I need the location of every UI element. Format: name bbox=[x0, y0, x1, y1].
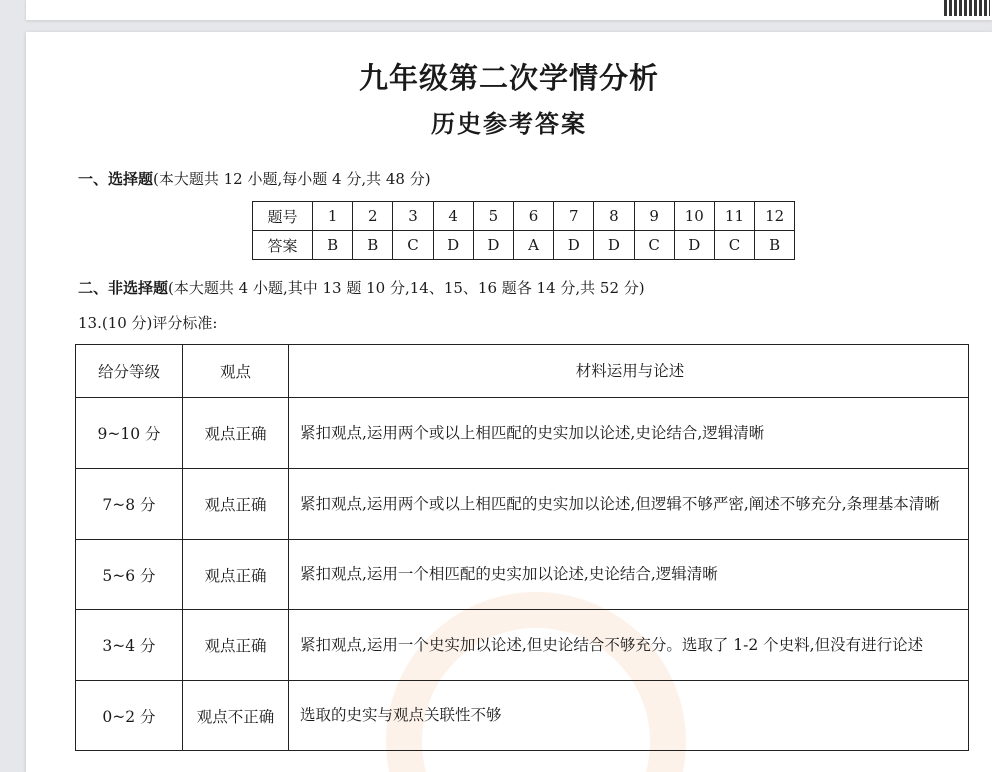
number-row-label: 题号 bbox=[253, 202, 313, 231]
section-1-heading bbox=[78, 168, 431, 189]
answer-table-answer-row bbox=[253, 231, 795, 260]
answer-value: B bbox=[313, 231, 353, 260]
score-level: 5~6 分 bbox=[76, 540, 183, 610]
score-level: 7~8 分 bbox=[76, 469, 183, 540]
header-view: 观点 bbox=[183, 345, 289, 398]
answer-table-number-row bbox=[253, 202, 795, 231]
question-number: 6 bbox=[513, 202, 553, 231]
question-number: 2 bbox=[353, 202, 393, 231]
section-2-title: 二、非选择题 bbox=[78, 279, 169, 297]
page-title: 九年级第二次学情分析 bbox=[358, 61, 659, 95]
question-number: 3 bbox=[393, 202, 433, 231]
criteria-description: 紧扣观点,运用一个史实加以论述,但史论结合不够充分。选取了 1-2 个史料,但没有进行论述 bbox=[289, 610, 969, 681]
question-number: 10 bbox=[674, 202, 714, 231]
viewpoint: 观点正确 bbox=[183, 469, 289, 540]
table-row bbox=[76, 469, 969, 540]
question-number: 1 bbox=[313, 202, 353, 231]
answer-row-label: 答案 bbox=[253, 231, 313, 260]
previous-page-edge bbox=[26, 0, 992, 20]
criteria-description: 紧扣观点,运用一个相匹配的史实加以论述,史论结合,逻辑清晰 bbox=[289, 540, 969, 610]
table-row bbox=[76, 681, 969, 751]
viewpoint: 观点正确 bbox=[183, 610, 289, 681]
score-level: 9~10 分 bbox=[76, 398, 183, 469]
document-page bbox=[26, 32, 992, 772]
score-level: 0~2 分 bbox=[76, 681, 183, 751]
viewpoint: 观点不正确 bbox=[183, 681, 289, 751]
table-row bbox=[76, 398, 969, 469]
answer-value: C bbox=[393, 231, 433, 260]
score-level: 3~4 分 bbox=[76, 610, 183, 681]
scoring-table-header bbox=[76, 345, 969, 398]
question-number: 12 bbox=[755, 202, 795, 231]
viewpoint: 观点正确 bbox=[183, 540, 289, 610]
answer-value: D bbox=[594, 231, 634, 260]
header-description: 材料运用与论述 bbox=[289, 345, 969, 398]
question-number: 4 bbox=[433, 202, 473, 231]
answer-value: D bbox=[554, 231, 594, 260]
criteria-description: 选取的史实与观点关联性不够 bbox=[289, 681, 969, 751]
answer-value: D bbox=[674, 231, 714, 260]
answer-value: A bbox=[513, 231, 553, 260]
scoring-table bbox=[75, 344, 969, 751]
section-2-note: (本大题共 4 小题,其中 13 题 10 分,14、15、16 题各 14 分,共 52 分) bbox=[168, 279, 645, 297]
table-row bbox=[76, 540, 969, 610]
page-subtitle: 历史参考答案 bbox=[431, 109, 587, 138]
section-1-note: (本大题共 12 小题,每小题 4 分,共 48 分) bbox=[153, 170, 431, 188]
question-number: 7 bbox=[554, 202, 594, 231]
question-number: 8 bbox=[594, 202, 634, 231]
question-number: 11 bbox=[714, 202, 754, 231]
answer-value: B bbox=[353, 231, 393, 260]
question-number: 9 bbox=[634, 202, 674, 231]
table-row bbox=[76, 610, 969, 681]
criteria-description: 紧扣观点,运用两个或以上相匹配的史实加以论述,但逻辑不够严密,阐述不够充分,条理基本清晰 bbox=[289, 469, 969, 540]
answer-value: C bbox=[634, 231, 674, 260]
question-number: 5 bbox=[473, 202, 513, 231]
answer-value: D bbox=[473, 231, 513, 260]
section-2-heading bbox=[78, 277, 645, 298]
answer-value: B bbox=[755, 231, 795, 260]
section-1-title: 一、选择题 bbox=[78, 170, 154, 188]
header-level: 给分等级 bbox=[76, 345, 183, 398]
answer-value: D bbox=[433, 231, 473, 260]
answer-value: C bbox=[714, 231, 754, 260]
question-13-label: 13.(10 分)评分标准: bbox=[78, 314, 218, 332]
answer-table bbox=[252, 201, 795, 260]
qr-code-icon bbox=[944, 0, 990, 16]
viewpoint: 观点正确 bbox=[183, 398, 289, 469]
criteria-description: 紧扣观点,运用两个或以上相匹配的史实加以论述,史论结合,逻辑清晰 bbox=[289, 398, 969, 469]
